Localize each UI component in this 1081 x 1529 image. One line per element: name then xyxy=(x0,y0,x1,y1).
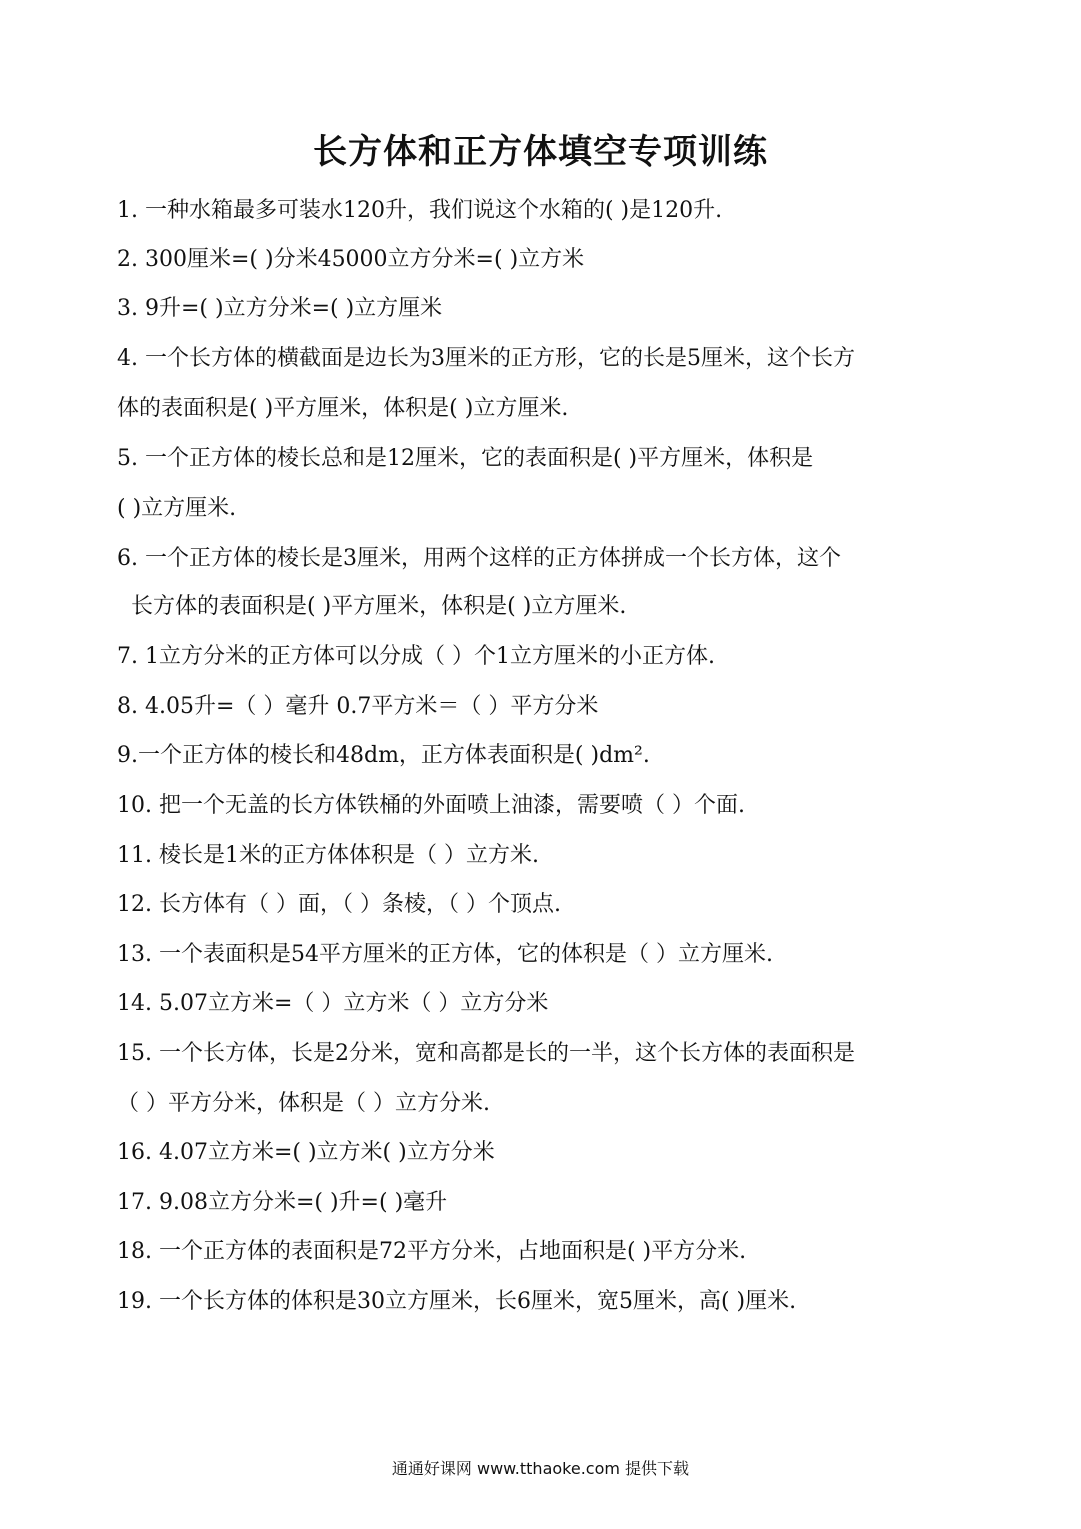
question-12: 12. 长方体有（ ）面，（ ）条棱，（ ）个顶点. xyxy=(117,892,561,917)
question-3: 3. 9升=( )立方分米=( )立方厘米 xyxy=(117,296,443,321)
question-14: 14. 5.07立方米=（ ）立方米（ ）立方分米 xyxy=(117,991,549,1016)
question-5-line-1: 5. 一个正方体的棱长总和是12厘米，它的表面积是( )平方厘米，体积是 xyxy=(117,446,814,471)
question-16: 16. 4.07立方米=( )立方米( )立方分米 xyxy=(117,1140,495,1165)
question-15-line-1: 15. 一个长方体，长是2分米，宽和高都是长的一半，这个长方体的表面积是 xyxy=(117,1041,855,1066)
question-13: 13. 一个表面积是54平方厘米的正方体，它的体积是（ ）立方厘米. xyxy=(117,942,773,967)
question-15-line-2: （ ）平方分米，体积是（ ）立方分米. xyxy=(117,1091,490,1116)
question-5-line-2: ( )立方厘米. xyxy=(117,496,237,521)
question-10: 10. 把一个无盖的长方体铁桶的外面喷上油漆，需要喷（ ）个面. xyxy=(117,793,745,818)
question-19: 19. 一个长方体的体积是30立方厘米，长6厘米，宽5厘米，高( )厘米. xyxy=(117,1289,797,1314)
question-1: 1. 一种水箱最多可装水120升，我们说这个水箱的( )是120升. xyxy=(117,198,723,223)
page-title: 长方体和正方体填空专项训练 xyxy=(313,132,768,172)
question-11: 11. 棱长是1米的正方体体积是（ ）立方米. xyxy=(117,843,539,868)
question-2: 2. 300厘米=( )分米45000立方分米=( )立方米 xyxy=(117,247,585,272)
question-8: 8. 4.05升=（ ）毫升 0.7平方米＝（ ）平方分米 xyxy=(117,694,599,719)
question-4-line-2: 体的表面积是( )平方厘米，体积是( )立方厘米. xyxy=(117,396,569,421)
question-4-line-1: 4. 一个长方体的横截面是边长为3厘米的正方形，它的长是5厘米，这个长方 xyxy=(117,346,855,371)
question-18: 18. 一个正方体的表面积是72平方分米，占地面积是( )平方分米. xyxy=(117,1239,747,1264)
question-17: 17. 9.08立方分米=( )升=( )毫升 xyxy=(117,1190,448,1215)
question-7: 7. 1立方分米的正方体可以分成（ ）个1立方厘米的小正方体. xyxy=(117,644,715,669)
question-6-line-2: 长方体的表面积是( )平方厘米，体积是( )立方厘米. xyxy=(131,594,627,619)
question-6-line-1: 6. 一个正方体的棱长是3厘米，用两个这样的正方体拼成一个长方体，这个 xyxy=(117,546,841,571)
footer-source: 通通好课网 www.tthaoke.com 提供下载 xyxy=(391,1459,690,1478)
question-9: 9.一个正方体的棱长和48dm，正方体表面积是( )dm². xyxy=(117,743,650,768)
